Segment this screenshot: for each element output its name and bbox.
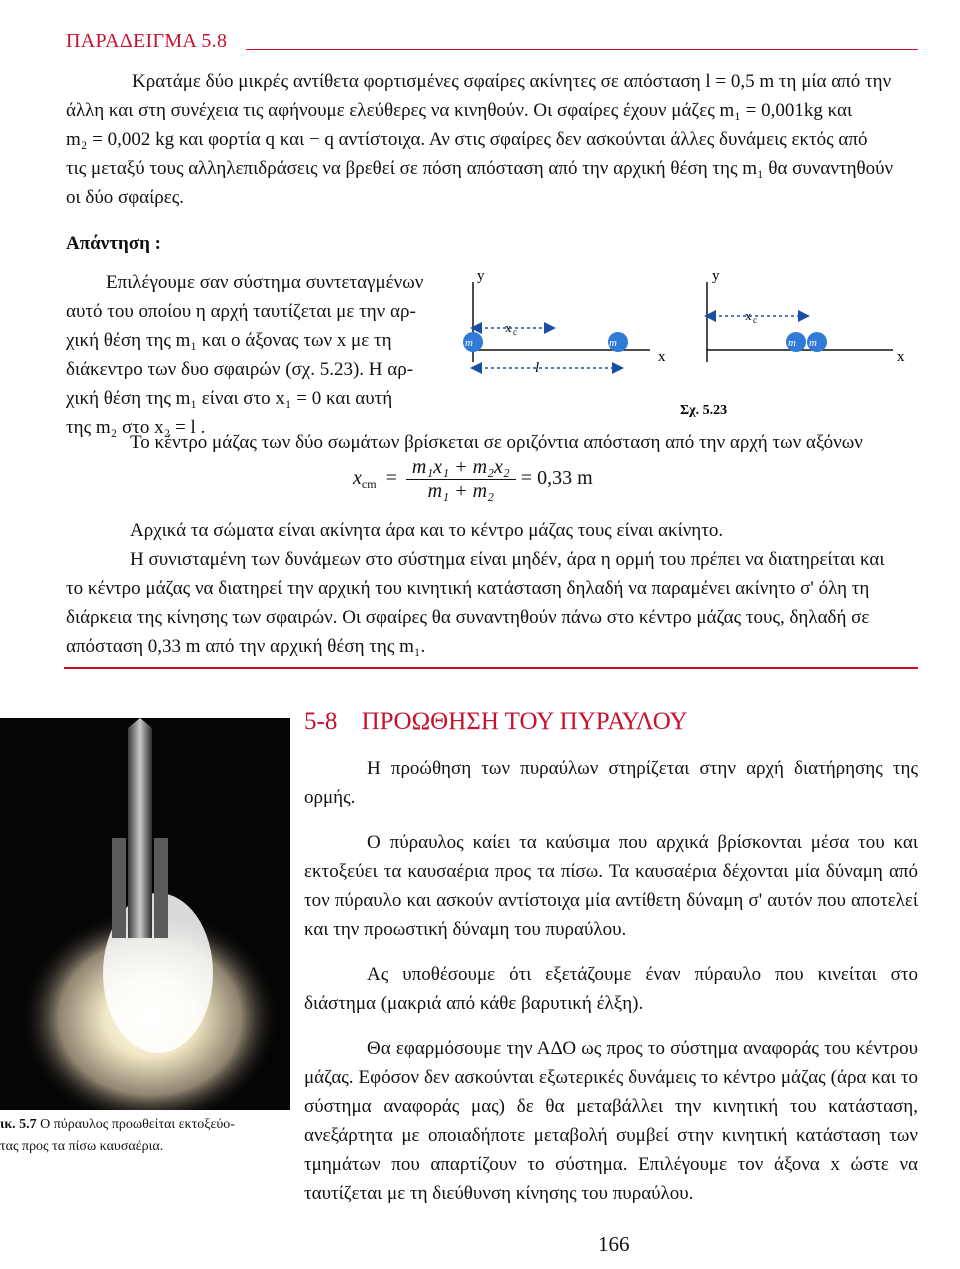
problem-line: Κρατάμε δύο μικρές αντίθετα φορτισμένες σφαίρες ακίνητες σε απόσταση l = 0,5 m τη μία από την xyxy=(132,71,892,92)
figure-caption: Σχ. 5.23 xyxy=(680,403,728,418)
answer-line: απόσταση 0,33 m από την αρχική θέση της m₁. xyxy=(66,636,426,657)
answer-conclusion xyxy=(66,516,918,661)
m1-label: m xyxy=(465,337,473,349)
rocket-photo xyxy=(0,718,290,1110)
photo-caption-lead: ικ. 5.7 xyxy=(0,1117,37,1132)
problem-line: τις μεταξύ τους αλληλεπιδράσεις να βρεθεί σε πόση απόσταση από την αρχική θέση της m₁ θα συναντηθούν xyxy=(66,158,894,179)
rocket-illustration xyxy=(0,718,290,1110)
formula-eq: = xyxy=(385,467,397,490)
figure-5-23 xyxy=(455,262,920,422)
section-number: 5-8 xyxy=(304,708,338,735)
m2-label: m xyxy=(609,337,617,349)
section-paragraph: Ας υποθέσουμε ότι εξετάζουμε έναν πύραυλο που κινείται στο διάστημα (μακριά από κάθε βαρυτική έλξη). xyxy=(304,964,918,1014)
xc-label-right: x xyxy=(745,308,752,323)
problem-line: m₂ = 0,002 kg και φορτία q και − q αντίστοιχα. Αν στις σφαίρες δεν ασκούνται άλλες δυνάμεις εκτός από xyxy=(66,129,868,150)
y-label-right: y xyxy=(712,268,720,284)
section-title: ΠΡΟΩΘΗΣΗ ΤΟΥ ΠΥΡΑΥΛΟΥ xyxy=(361,708,688,735)
problem-line: οι δύο σφαίρες. xyxy=(66,187,184,208)
formula-denominator: m₁ + m₂ xyxy=(427,480,494,502)
formula-result: = 0,33 m xyxy=(520,467,593,490)
xc-sub-left: c xyxy=(513,327,517,337)
header-rule xyxy=(246,49,918,50)
problem-line: άλλη και στη συνέχεια τις αφήνουμε ελεύθερες να κινηθούν. Οι σφαίρες έχουν μάζες m₁ = 0,001kg και xyxy=(66,100,853,121)
answer-line: το κέντρο μάζας να διατηρεί την αρχική του κινητική κατάσταση δηλαδή να παραμένει ακίνητο σ' όλη τη xyxy=(66,578,870,599)
x-label-right: x xyxy=(897,349,905,365)
photo-caption xyxy=(0,1114,290,1158)
m1-label-right: m xyxy=(788,337,796,349)
answer-line: Επιλέγουμε σαν σύστημα συντεταγμένων xyxy=(106,272,424,293)
formula-lhs: x xyxy=(353,467,362,490)
cm-intro: Το κέντρο μάζας των δύο σωμάτων βρίσκεται σε οριζόντια απόσταση από την αρχή των αξόνων xyxy=(130,432,863,453)
m2-label-right: m xyxy=(809,337,817,349)
y-label-left: y xyxy=(477,268,485,284)
photo-caption-line: Ο πύραυλος προωθείται εκτοξεύο- xyxy=(36,1117,235,1132)
section-separator xyxy=(64,667,918,669)
answer-line: Αρχικά τα σώματα είναι ακίνητα άρα και το κέντρο μάζας τους είναι ακίνητο. xyxy=(130,520,724,541)
photo-caption-line: τας προς τα πίσω καυσαέρια. xyxy=(0,1139,164,1154)
answer-column xyxy=(66,268,466,442)
answer-line: διάρκεια της κίνησης των σφαιρών. Οι σφαίρες θα συναντηθούν πάνω στο κέντρο μάζας τους, δηλαδή σε xyxy=(66,607,870,628)
answer-line: διάκεντρο των δυο σφαιρών (σχ. 5.23). Η αρ- xyxy=(66,359,414,380)
formula-lhs-sub: cm xyxy=(361,477,377,492)
l-label: l xyxy=(535,360,540,376)
section-heading xyxy=(304,708,688,736)
example-title: ΠΑΡΑΔΕΙΓΜΑ 5.8 xyxy=(66,30,228,52)
section-paragraph: Η προώθηση των πυραύλων στηρίζεται στην αρχή διατήρησης της ορμής. xyxy=(304,758,918,808)
answer-line: χική θέση της m₁ είναι στο x₁ = 0 και αυτή xyxy=(66,388,393,409)
section-body xyxy=(304,754,918,1208)
answer-line: αυτό του οποίου η αρχή ταυτίζεται με την αρ- xyxy=(66,301,416,322)
xc-sub-right: c xyxy=(753,315,757,325)
cm-formula xyxy=(353,456,593,503)
section-paragraph: Θα εφαρμόσουμε την ΑΔΟ ως προς το σύστημα αναφοράς του κέντρου μάζας. Εφόσον δεν ασκούνται εξωτερικές δυνάμεις το κέντρο μάζας (άρα και το σύστημα αναφοράς μας) δε θα μεταβάλλει την κινητική του κατάσταση, ανεξάρτητα με οποιαδήποτε μεταβολή συμβεί στην κινητική κατάσταση των τμημάτων που απαρτίζουν το σύστημα. Επιλέγουμε τον άξονα x ώστε να ταυτίζεται με τη διεύθυνση κίνησης του πυραύλου. xyxy=(304,1038,918,1204)
formula-fraction xyxy=(406,456,516,503)
page-number: 166 xyxy=(598,1232,630,1256)
answer-line: Η συνισταμένη των δυνάμεων στο σύστημα είναι μηδέν, άρα η ορμή του πρέπει να διατηρείται και xyxy=(130,549,885,570)
answer-line: της m₂ στο x₂ = l . xyxy=(66,417,206,438)
x-label-left: x xyxy=(658,349,666,365)
formula-numerator: m₁x₁ + m₂x₂ xyxy=(406,456,516,480)
section-paragraph: Ο πύραυλος καίει τα καύσιμα που αρχικά βρίσκονται μέσα του και εκτοξεύει τα καυσαέρια προς τα πίσω. Τα καυσαέρια δέχονται μία δύναμη από τον πύραυλο και ασκούν αντίστοιχα μία αντίθετη δύναμη σ' αυτόν που αποτελεί και την προωστική δύναμη του πυραύλου. xyxy=(304,832,918,940)
answer-line: χική θέση της m₁ και ο άξονας των x με τη xyxy=(66,330,392,351)
xc-label-left: x xyxy=(505,320,512,335)
answer-heading: Απάντηση : xyxy=(66,233,161,254)
problem-text xyxy=(66,67,918,212)
